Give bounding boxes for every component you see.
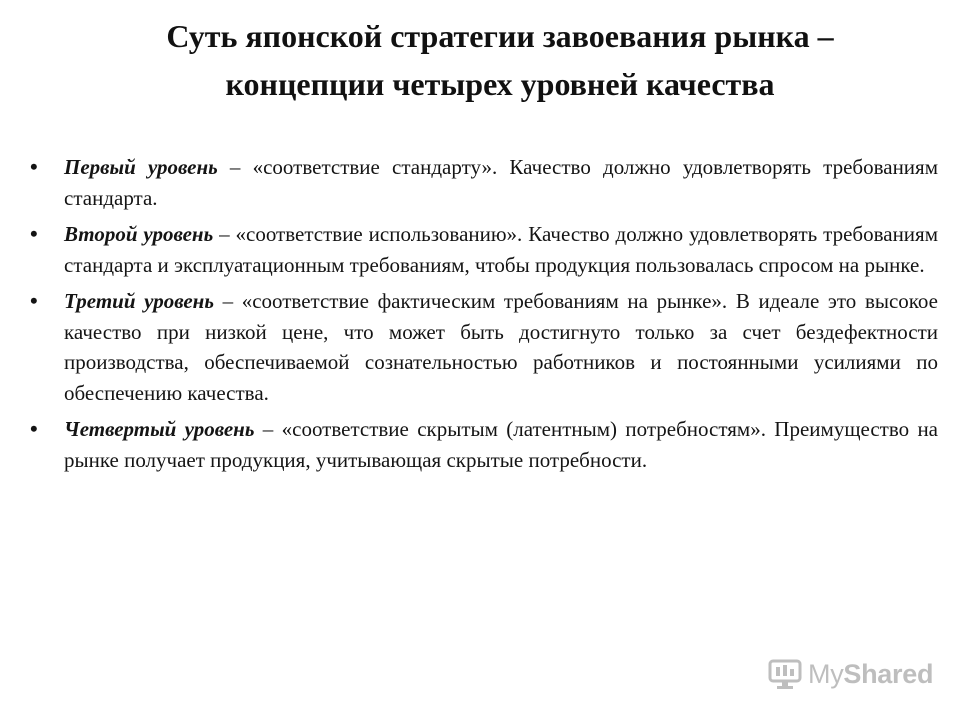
bullet-list — [30, 152, 938, 481]
bullet-lead: Четвертый уровень — [64, 417, 255, 441]
bullet-dot-icon: • — [30, 154, 38, 179]
myshared-logo-icon — [768, 657, 802, 691]
title-line-2: концепции четырех уровней качества — [225, 66, 775, 102]
myshared-watermark[interactable] — [768, 652, 938, 696]
watermark-text: MyShared — [808, 658, 934, 689]
bullet-dot-icon: • — [30, 221, 38, 246]
bullet-text: – «соответствие стандарту». Качество должно удовлетворять требованиям стандарта. — [64, 155, 938, 210]
bullet-dot-icon: • — [30, 288, 38, 313]
bullet-item-level-3 — [30, 286, 938, 408]
bullet-lead: Второй уровень — [64, 222, 214, 246]
bullet-lead: Третий уровень — [64, 289, 214, 313]
slide-title — [60, 12, 940, 108]
bullet-item-level-1 — [30, 152, 938, 213]
bullet-item-level-4 — [30, 414, 938, 475]
bullet-text: – «соответствие использованию». Качество должно удовлетворять требованиям стандарта и эксплуатационным требованиям, чтобы продукция пользовалась спросом на рынке. — [64, 222, 938, 277]
title-line-1: Суть японской стратегии завоевания рынка – — [166, 18, 834, 54]
bullet-dot-icon: • — [30, 416, 38, 441]
bullet-text: – «соответствие фактическим требованиям на рынке». В идеале это высокое качество при низкой цене, что может быть достигнуто только за счет бездефектности производства, обеспечиваемой сознательностью работников и постоянными усилиями по обеспечению качества. — [64, 289, 939, 405]
bullet-lead: Первый уровень — [64, 155, 218, 179]
bullet-item-level-2 — [30, 219, 938, 280]
bullet-text: – «соответствие скрытым (латентным) потребностям». Преимущество на рынке получает продукция, учитывающая скрытые потребности. — [64, 417, 938, 472]
